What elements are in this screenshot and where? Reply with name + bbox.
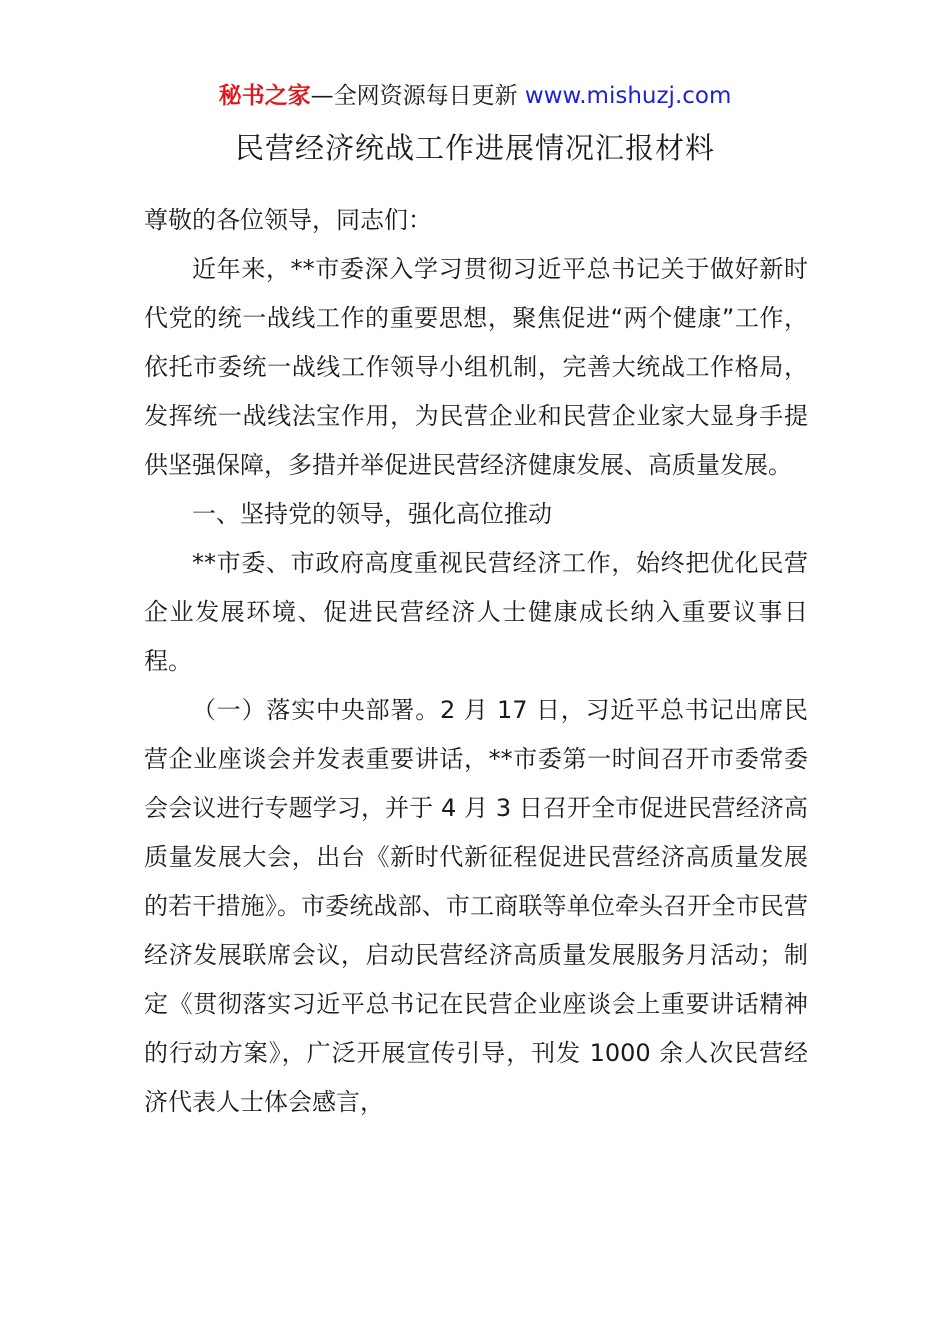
site-header <box>0 80 950 112</box>
salutation: 尊敬的各位领导，同志们： <box>144 206 432 234</box>
section-heading: 一、坚持党的领导，强化高位推动 <box>192 500 552 528</box>
document-body <box>144 196 808 1127</box>
document-title: 民营经济统战工作进展情况汇报材料 <box>234 131 715 165</box>
paragraph-subsection-1: （一）落实中央部署。2 月 17 日，习近平总书记出席民营企业座谈会并发表重要讲话，**市委第一时间召开市委常委会会议进行专题学习，并于 4 月 3 日召开全市促进民营经济高质量发展大会，出台《新时代新征程促进民营经济高质量发展的若干措施》。市委统战部、市工商联等单位牵头召开全市民营经济发展联席会议，启动民营经济高质量发展服务月活动；制定《贯彻落实习近平总书记在民营企业座谈会上重要讲话精神的行动方案》，广泛开展宣传引导，刊发 1000 余人次民营经济代表人士体会感言， <box>144 696 808 1116</box>
paragraph-intro: 近年来，**市委深入学习贯彻习近平总书记关于做好新时代党的统一战线工作的重要思想，聚焦促进“两个健康”工作，依托市委统一战线工作领导小组机制，完善大统战工作格局，发挥统一战线法宝作用，为民营企业和民营企业家大显身手提供坚强保障，多措并举促进民营经济健康发展、高质量发展。 <box>144 255 808 479</box>
brand-name: 秘书之家 <box>218 83 311 109</box>
header-tagline: —全网资源每日更新 <box>310 83 518 109</box>
paragraph-section-intro: **市委、市政府高度重视民营经济工作，始终把优化民营企业发展环境、促进民营经济人士健康成长纳入重要议事日程。 <box>144 549 808 675</box>
site-url-link[interactable]: www.mishuzj.com <box>524 83 732 109</box>
